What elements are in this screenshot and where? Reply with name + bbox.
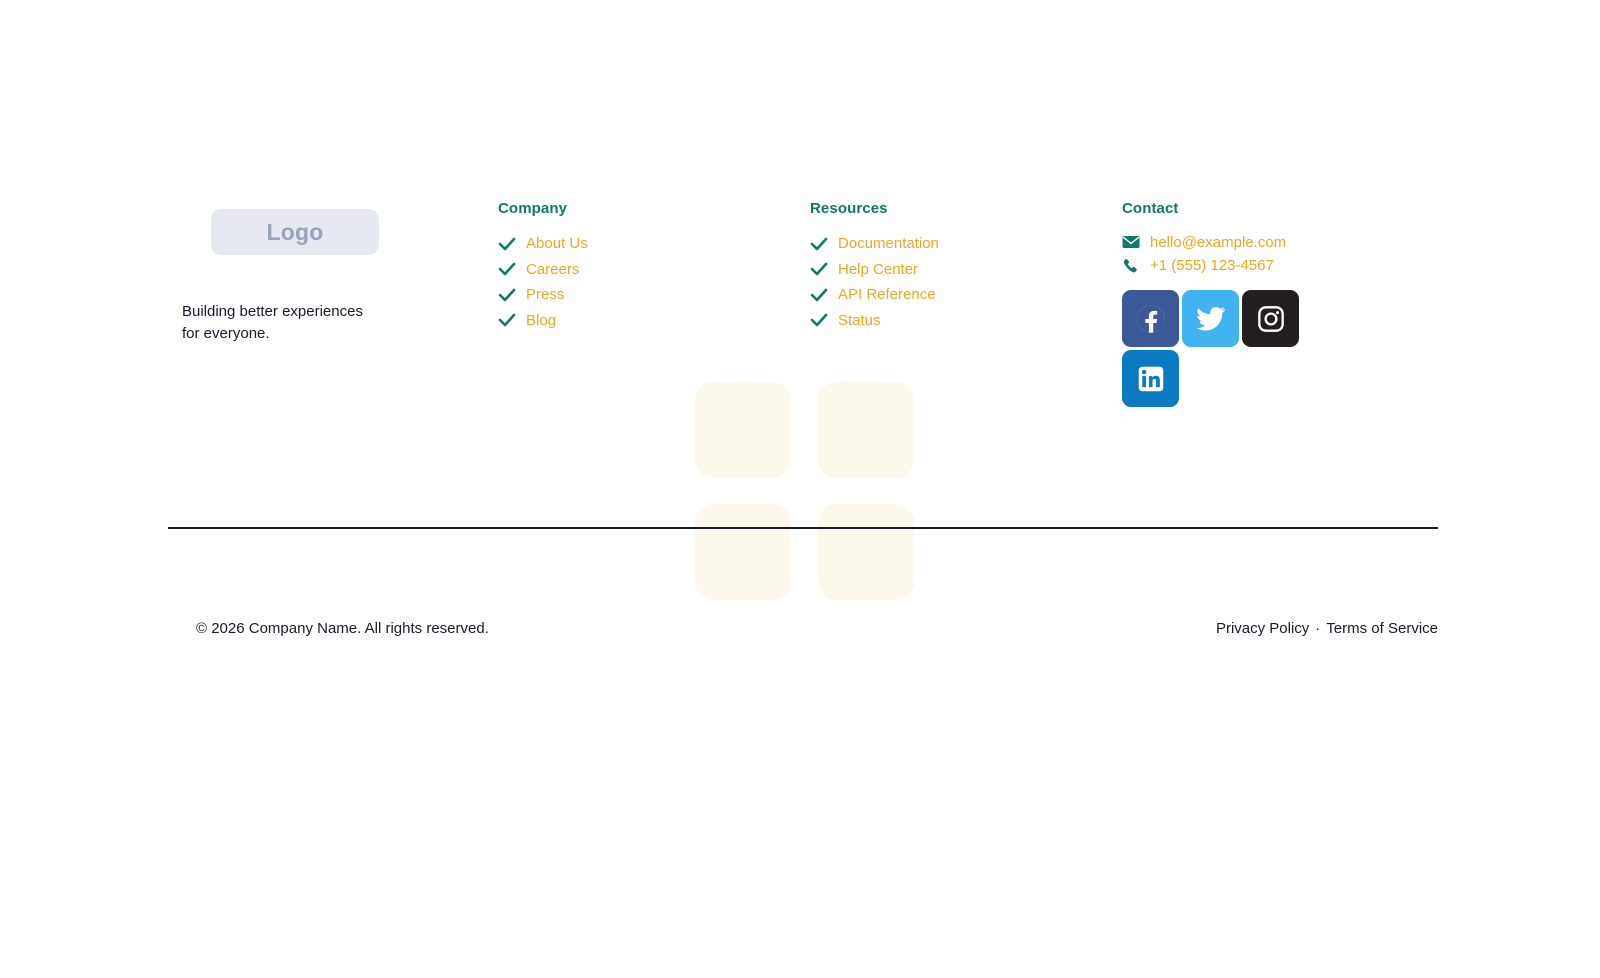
list-item[interactable] (498, 260, 810, 280)
envelope-icon (1122, 235, 1140, 251)
footer-bottom-bar (168, 620, 1438, 637)
list-item[interactable] (810, 260, 1122, 280)
list-item[interactable] (810, 234, 1122, 254)
legal-links (1216, 620, 1438, 637)
link-help-center[interactable]: Help Center (838, 260, 919, 278)
logo-placeholder[interactable] (211, 209, 379, 255)
column-title-resources: Resources (810, 200, 888, 217)
check-icon (498, 313, 516, 327)
link-documentation[interactable]: Documentation (838, 235, 939, 252)
contact-email-row[interactable] (1122, 234, 1422, 251)
check-icon (498, 288, 516, 302)
check-icon (810, 262, 828, 276)
contact-email[interactable]: hello@example.com (1150, 234, 1287, 251)
footer-column-company (498, 200, 810, 407)
list-item[interactable] (498, 285, 810, 305)
check-icon (810, 288, 828, 302)
link-status[interactable]: Status (838, 311, 881, 329)
check-icon (498, 237, 516, 251)
brand-tagline: Building better experiences for everyone. (182, 303, 363, 342)
twitter-icon[interactable] (1182, 290, 1239, 347)
contact-phone[interactable]: +1 (555) 123-4567 (1150, 257, 1274, 274)
footer-divider (168, 527, 1438, 529)
linkedin-icon[interactable] (1122, 350, 1179, 407)
list-item[interactable] (498, 234, 810, 254)
contact-phone-row[interactable] (1122, 257, 1422, 274)
logo-label: Logo (266, 218, 324, 245)
link-careers[interactable]: Careers (526, 260, 580, 278)
decorative-square (818, 504, 914, 600)
decorative-square (695, 504, 791, 600)
list-item[interactable] (498, 311, 810, 331)
facebook-icon[interactable] (1122, 290, 1179, 347)
link-blog[interactable]: Blog (526, 311, 557, 329)
column-title-contact: Contact (1122, 200, 1179, 217)
check-icon (810, 313, 828, 327)
resources-link-list (810, 234, 1122, 330)
link-api-reference[interactable]: API Reference (838, 286, 936, 303)
phone-icon (1122, 258, 1140, 274)
link-about-us[interactable]: About Us (526, 235, 588, 252)
privacy-policy-link[interactable]: Privacy Policy (1215, 620, 1310, 637)
instagram-icon[interactable] (1242, 290, 1299, 347)
footer-column-resources (810, 200, 1122, 407)
terms-of-service-link[interactable]: Terms of Service (1326, 620, 1438, 637)
copyright-text: © 2026 Company Name. All rights reserved. (196, 620, 489, 637)
link-press[interactable]: Press (526, 286, 565, 303)
company-link-list (498, 234, 810, 330)
check-icon (810, 237, 828, 251)
footer-columns (168, 200, 1438, 407)
legal-separator: · (1315, 620, 1321, 637)
footer-column-contact (1122, 200, 1422, 407)
check-icon (498, 262, 516, 276)
list-item[interactable] (810, 311, 1122, 331)
column-title-company: Company (498, 200, 568, 217)
footer-brand-column (168, 200, 498, 407)
list-item[interactable] (810, 285, 1122, 305)
social-links (1122, 290, 1322, 407)
